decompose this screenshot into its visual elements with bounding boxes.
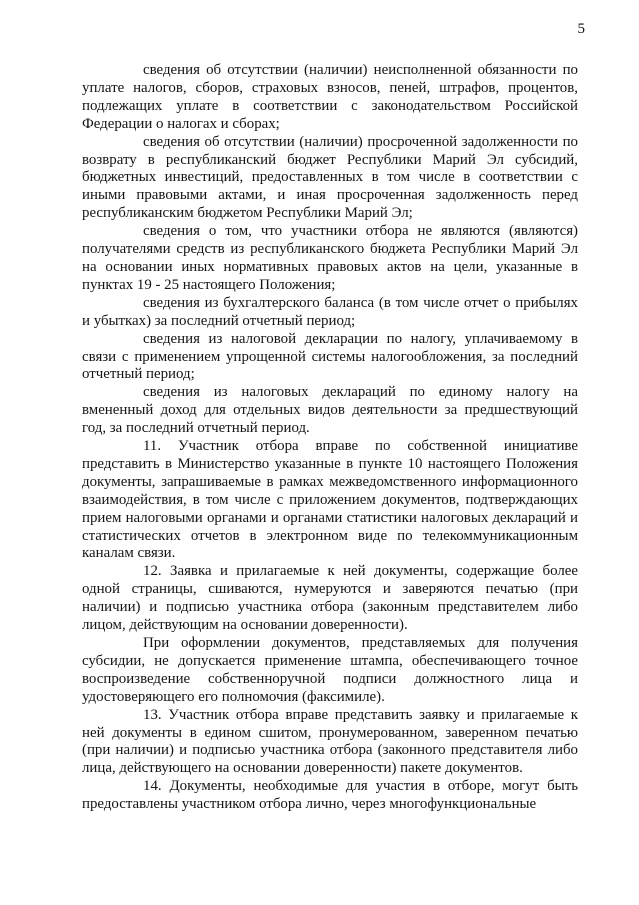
paragraph-budget-recipients: сведения о том, что участники отбора не являются (являются) получателями средств из республиканского бюджета Республики Марий Эл на основании иных нормативных правовых актов на цели, указанные в пунктах 19 - 25 настоящего Положения; — [82, 223, 578, 293]
page-number: 5 — [577, 21, 585, 37]
paragraph-item-12: 12. Заявка и прилагаемые к ней документы, содержащие более одной страницы, сшиваются, нумеруются и заверяются печатью (при наличии) и подписью участника отбора (законным представителем либо лицом, действующим на основании доверенности). — [82, 563, 578, 634]
paragraph-tax-arrears: сведения об отсутствии (наличии) неисполненной обязанности по уплате налогов, сборов, страховых взносов, пеней, штрафов, процентов, подлежащих уплате в соответствии с законодательством Российской Федерации о налогах и сборах; — [82, 62, 578, 132]
paragraph-simplified-tax: сведения из налоговой декларации по налогу, уплачиваемому в связи с применением упрощенной системы налогообложения, за последний отчетный период; — [82, 330, 578, 383]
paragraph-item-13: 13. Участник отбора вправе представить заявку и прилагаемые к ней документы в едином сшитом, пронумерованном, заверенном печатью (при наличии) и подписью участника отбора (законного представителя либо лица, действующего на основании доверенности) пакете документов. — [82, 706, 578, 777]
paragraph-imputed-income-tax: сведения из налоговых деклараций по единому налогу на вмененный доход для отдельных видов деятельности за предшествующий год, за последний отчетный период. — [82, 384, 578, 437]
document-body — [82, 62, 578, 814]
paragraph-overdue-debt: сведения об отсутствии (наличии) просроченной задолженности по возврату в республиканский бюджет Республики Марий Эл субсидий, бюджетных инвестиций, предоставленных в том числе в соответствии с иными правовыми актами, и иная просроченная задолженность перед республиканским бюджетом Республики Марий Эл; — [82, 133, 578, 222]
paragraph-balance-sheet: сведения из бухгалтерского баланса (в том числе отчет о прибылях и убытках) за последний отчетный период; — [82, 294, 578, 329]
paragraph-item-11: 11. Участник отбора вправе по собственной инициативе представить в Министерство указанные в пункте 10 настоящего Положения документы, запрашиваемые в рамках межведомственного информационного взаимодействия, в том числе с приложением документов, подтверждающих прием налоговыми органами и органами статистики налоговых деклараций и статистических отчетов в электронном виде по телекоммуникационным каналам связи. — [82, 438, 578, 562]
paragraph-facsimile: При оформлении документов, представляемых для получения субсидии, не допускается применение штампа, обеспечивающего точное воспроизведение собственноручной подписи должностного лица и удостоверяющего его полномочия (факсимиле). — [82, 635, 578, 705]
paragraph-item-14: 14. Документы, необходимые для участия в отборе, могут быть предоставлены участником отбора лично, через многофункциональные — [82, 778, 578, 813]
